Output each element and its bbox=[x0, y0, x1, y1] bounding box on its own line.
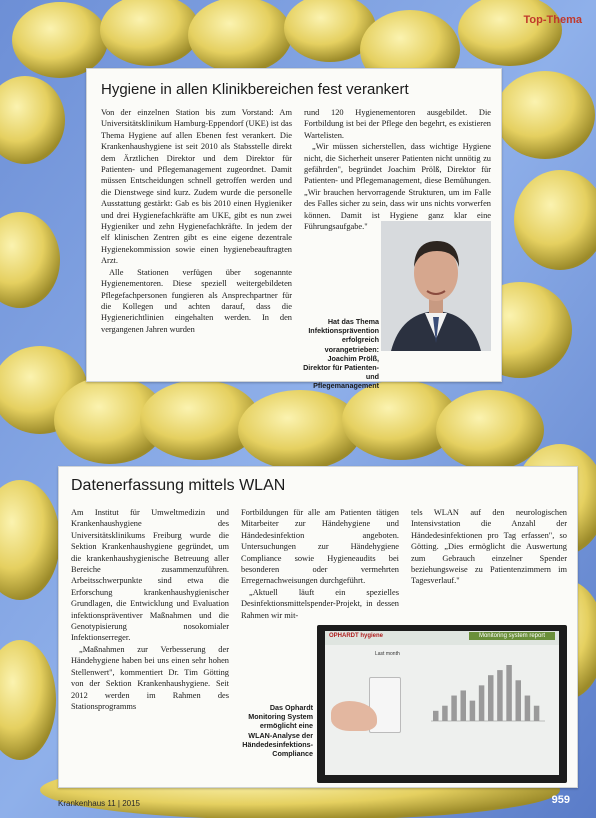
section-tag: Top-Thema bbox=[523, 14, 582, 26]
footer-publication: Krankenhaus 11 | 2015 bbox=[58, 799, 140, 808]
screen-bar bbox=[442, 706, 448, 721]
screen-bar bbox=[433, 711, 439, 721]
screen-brand: OPHARDT hygiene bbox=[329, 633, 384, 639]
paragraph: rund 120 Hygienementoren ausgebildet. Die Fortbildung ist bei der Pflege den begehrt, es existieren Wartelisten. bbox=[304, 108, 491, 140]
portrait-photo bbox=[381, 221, 491, 351]
screen-label: Last month bbox=[375, 651, 400, 657]
screen-bar-chart bbox=[427, 657, 547, 727]
screen-bar bbox=[461, 690, 467, 721]
screen-bar bbox=[488, 675, 494, 721]
article-title: Datenerfassung mittels WLAN bbox=[71, 477, 286, 494]
paragraph: tels WLAN auf den neurologischen Intensivstation die Anzahl der Händedesinfektionen pro Tag erfassen", so Götting. „Dies ermöglicht die Auswertung zum Gebrauch einzelner Spender beziehungsweise zu Patientenzimmern im Tagesverlauf." bbox=[411, 508, 567, 586]
paragraph: „Aktuell läuft ein spezielles Desinfektionsmittelspender-Projekt, in dessen Rahmen wir mit- bbox=[241, 587, 399, 620]
article-column-2 bbox=[241, 507, 399, 621]
article-column-1 bbox=[71, 507, 229, 781]
article-title: Hygiene in allen Klinikbereichen fest verankert bbox=[101, 81, 409, 98]
screen-bar bbox=[534, 706, 540, 721]
paragraph: Alle Stationen verfügen über sogenannte Hygienementoren. Diese speziell weitergebildeten Pflegefachpersonen fungieren als Ansprechpartner für die Kollegen und achten darauf, dass die Hygienerichtlinien eingehalten werden. In den vergangenen Jahren wurden bbox=[101, 267, 292, 334]
screen-bar bbox=[470, 701, 476, 721]
paragraph: Von der einzelnen Station bis zum Vorstand: Am Universitätsklinikum Hamburg-Eppendorf (UKE) ist das Thema Hygiene auf allen Ebenen fest verankert. Die Krankenhaushygiene ist seit 2010 als Stabsstelle direkt dem Ärztlichen Direktor und dem Direktor für Patienten- und Pflegemanagement zugeordnet. Damit müssen Entscheidungen schnell getroffen werden und die Dienstwege sind kurz. Zudem wurde die personelle Ausstattung gestärkt: Gab es bis 2010 einen Hygieniker und drei Hygienefachkräfte am UKE, gibt es nun zwei Hygieniker und zehn Hygienefachkräfte. In jedem der elf klinischen Zentren gibt es eine eigene dezentrale Hygienekommission sowie einen hygienebeauftragten Arzt. bbox=[101, 108, 292, 266]
screen-bar bbox=[479, 685, 485, 721]
page-number: 959 bbox=[551, 794, 570, 806]
monitoring-screen-photo bbox=[317, 625, 567, 783]
paragraph: Fortbildungen für alle am Patienten tätigen Mitarbeiter zur Händehygiene und Händedesinfektion angeboten. Untersuchungen zur Händehygiene Compliance sowie Hygieneaudits bei besonderen oder vermehrten Erregernachweisungen durchgeführt. bbox=[241, 508, 399, 586]
photo-caption: Hat das Thema Infektionsprävention erfolgreich vorangetrieben: Joachim Prölß, Direktor für Patienten- und Pflegemanagement bbox=[303, 317, 379, 391]
screen-bar bbox=[451, 696, 457, 721]
screen-bar bbox=[525, 696, 531, 721]
paragraph: Am Institut für Umweltmedizin und Krankenhaushygiene des Universitätsklinikums Freiburg wurde die Sektion Krankenhaushygiene gegründet, um die krankenhaushygienische Betreuung aller Bereiche zusammenzuführen. Arbeitsschwerpunkte sind etwa die Erforschung krankenhaushygienischer Grundlagen, die Entwicklung und Evaluation infektionspräventiver Maßnahmen und die Genotypisierung nosokomialer Infektionserreger. bbox=[71, 508, 229, 643]
article-wlan bbox=[58, 466, 578, 788]
screen-bar bbox=[497, 670, 503, 721]
photo-caption: Das Ophardt Monitoring System ermöglicht eine WLAN-Analyse der Händedesinfektions-Compliance bbox=[242, 703, 313, 759]
paragraph: „Wir müssen sicherstellen, dass wichtige Hygiene nicht, die Sicherheit unserer Patienten nicht unnötig zu gefährden", begründet Joachim Prölß, Direktor für Patienten- und Pflegemanagement, diese Bemühungen. „Wir brauchen hervorragende Strukturen, um im Falle des Falles sicher zu sein, dass wir uns nichts vorwerfen können. Damit ist Hygiene ganz klar eine Führungsaufgabe." bbox=[304, 142, 491, 232]
paragraph: „Maßnahmen zur Verbesserung der Händehygiene haben bei uns einen sehr hohen Stellenwert", kommentiert Dr. Tim Götting von der Sektion Krankenhaushygiene. Seit 2012 werden im Rahmen des Stationsprogramms bbox=[71, 644, 229, 711]
screen-title: Monitoring system report bbox=[469, 632, 555, 640]
screen-bar bbox=[506, 665, 512, 721]
article-hygiene bbox=[86, 68, 502, 391]
article-column-3 bbox=[411, 507, 567, 621]
screen-bar bbox=[516, 680, 522, 721]
article-column-1 bbox=[101, 107, 292, 375]
